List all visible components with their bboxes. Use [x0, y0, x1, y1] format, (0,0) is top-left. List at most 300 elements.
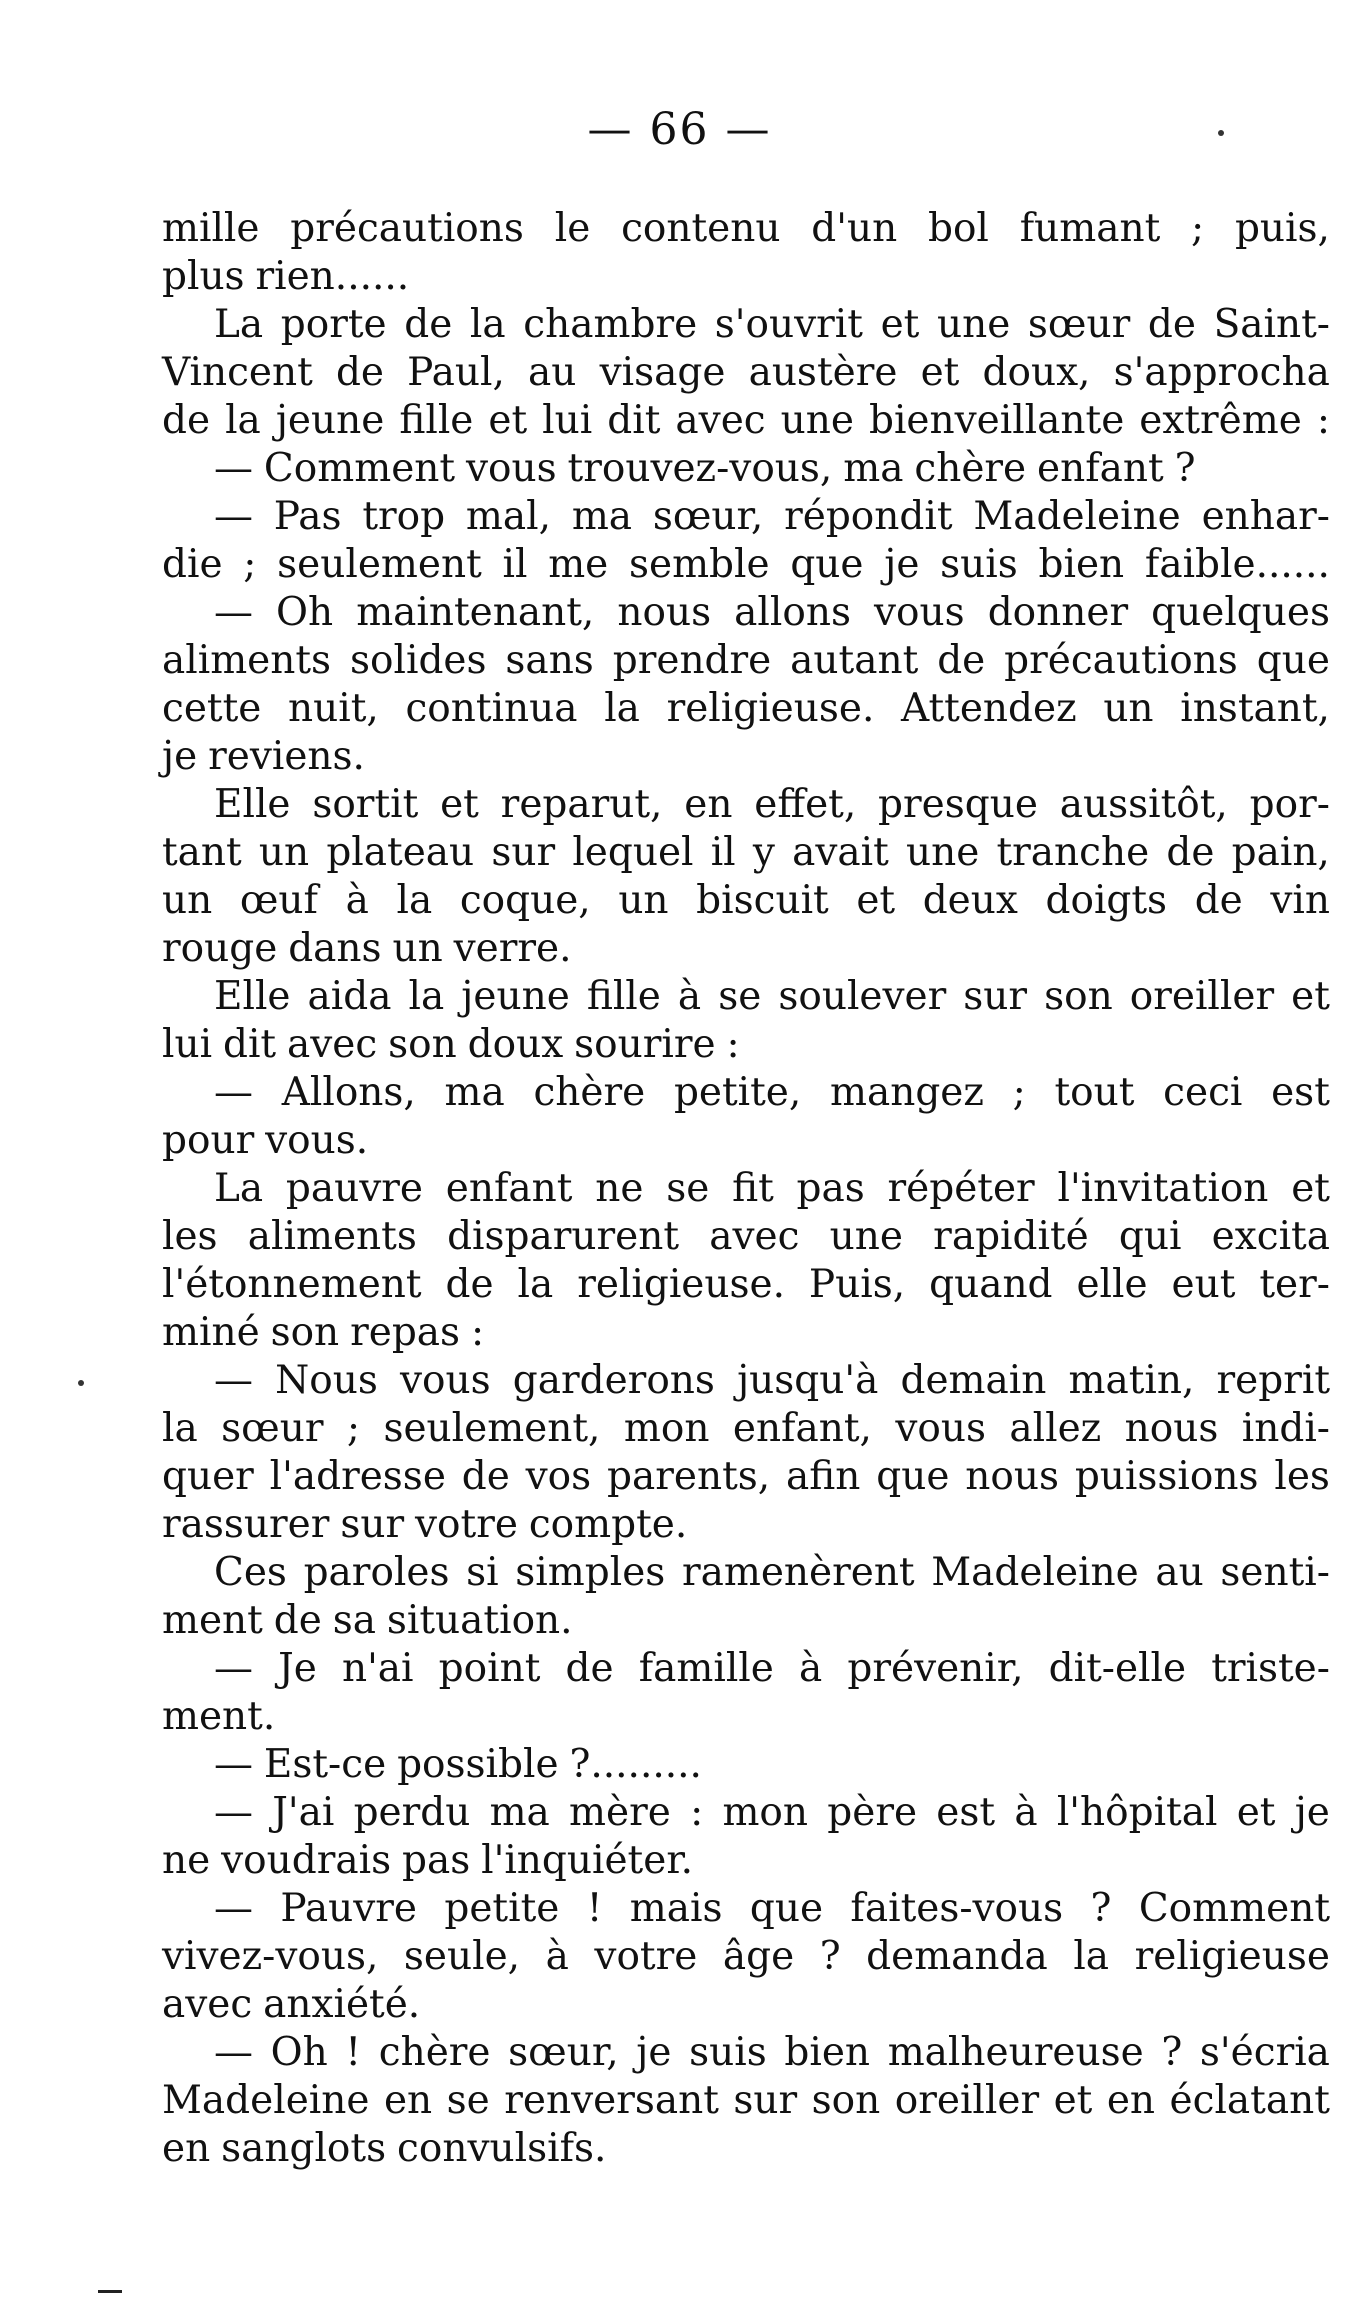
word: en [383, 2078, 433, 2123]
text-line [162, 1309, 1330, 1357]
text-line [162, 1021, 1330, 1069]
word: dans [288, 926, 382, 971]
word: une [780, 398, 854, 443]
word: fille [399, 398, 474, 443]
word: Comment [263, 446, 456, 491]
word: et [1291, 974, 1330, 1019]
word: — [214, 446, 253, 491]
text-line [162, 1405, 1330, 1453]
word: sœur [221, 1406, 324, 1451]
word: Allons, [281, 1070, 416, 1115]
word: ! [586, 1886, 603, 1931]
text-line [162, 1453, 1330, 1501]
word: oreiller [894, 2078, 1040, 2123]
text-line [162, 1741, 1330, 1789]
word: de [1147, 302, 1196, 347]
word: : [726, 1022, 740, 1067]
word: trop [362, 494, 446, 539]
word: Je [278, 1646, 317, 1691]
word: : [1316, 398, 1330, 443]
text-line [162, 637, 1330, 685]
word: nuit, [288, 686, 379, 731]
word: Elle [214, 974, 291, 1019]
word: faible...... [1144, 542, 1330, 587]
word: la [517, 1262, 554, 1307]
text-line [162, 541, 1330, 589]
word: Elle [214, 782, 291, 827]
word: coque, [459, 878, 591, 923]
word: simples [515, 1550, 666, 1595]
word: un [258, 830, 310, 875]
word: extrême [1139, 398, 1302, 443]
word: lequel [572, 830, 694, 875]
word: ne [595, 1166, 644, 1211]
word: s'ouvrit [714, 302, 863, 347]
text-line [162, 397, 1330, 445]
word: est [936, 1790, 996, 1835]
word: rouge [162, 926, 278, 971]
word: à [345, 878, 369, 923]
word: son [388, 1022, 457, 1067]
word: de [162, 398, 211, 443]
word: Attendez [901, 686, 1077, 731]
word: de [1166, 830, 1215, 875]
word: elle [1076, 1262, 1148, 1307]
text-line [162, 1837, 1330, 1885]
word: Oh [276, 590, 334, 635]
word: autant [790, 638, 919, 683]
word: et [920, 350, 960, 395]
word: ceci [1163, 1070, 1243, 1115]
text-line [162, 589, 1330, 637]
word: quelques [1151, 590, 1330, 635]
word: Comment [1138, 1886, 1330, 1931]
word: trouvez-vous, [567, 446, 833, 491]
word: et [880, 302, 920, 347]
word: enfant [1037, 446, 1164, 491]
word: à [677, 974, 702, 1019]
word: sans [505, 638, 594, 683]
word: paroles [303, 1550, 450, 1595]
word: aussitôt, [1059, 782, 1228, 827]
body-text [162, 205, 1330, 2173]
text-line [162, 1981, 1330, 2029]
word: en [162, 2126, 211, 2171]
word: une [936, 302, 1011, 347]
word: convulsifs. [397, 2126, 607, 2171]
word: austère [748, 350, 898, 395]
word: maintenant, [356, 590, 595, 635]
text-line [162, 1789, 1330, 1837]
word: indi- [1241, 1406, 1330, 1451]
text-line [162, 2029, 1330, 2077]
word: Madeleine [931, 1550, 1139, 1595]
word: sanglots [221, 2126, 387, 2171]
word: vous [895, 1406, 986, 1451]
word: nous [965, 1454, 1059, 1499]
word: que [790, 542, 864, 587]
word: chère [533, 1070, 646, 1115]
word: ma [571, 494, 633, 539]
word: ! [345, 2030, 362, 2075]
word: ; [1012, 1070, 1026, 1115]
word: ma [489, 1790, 550, 1835]
word: pour [162, 1118, 255, 1163]
word: rien...... [255, 254, 410, 299]
word: est [1271, 1070, 1330, 1115]
word: effet, [754, 782, 857, 827]
word: : [470, 1310, 485, 1355]
word: reparut, [500, 782, 663, 827]
text-line [162, 301, 1330, 349]
word: famille [638, 1646, 774, 1691]
word: vous. [265, 1118, 369, 1163]
word: tout [1054, 1070, 1135, 1115]
word: allons [734, 590, 851, 635]
word: de [335, 350, 384, 395]
word: se [666, 1166, 710, 1211]
word: je [884, 542, 920, 587]
word: triste- [1211, 1646, 1330, 1691]
word: de [445, 1262, 494, 1307]
word: de [565, 1646, 614, 1691]
word: Puis, [808, 1262, 906, 1307]
word: un [618, 878, 669, 923]
word: pas [402, 1838, 471, 1883]
word: demain [900, 1358, 1047, 1403]
word: sourire [574, 1022, 716, 1067]
margin-speck [1218, 130, 1224, 136]
word: aliments [247, 1214, 417, 1259]
word: — [214, 590, 253, 635]
word: sur [963, 974, 1028, 1019]
word: il [710, 830, 736, 875]
word: je [1294, 1790, 1330, 1835]
word: une [829, 1214, 903, 1259]
word: je [636, 2030, 672, 2075]
word: avec [709, 1214, 800, 1259]
word: nous [617, 590, 712, 635]
word: quand [929, 1262, 1053, 1307]
word: en [1106, 2078, 1156, 2123]
word: faites-vous [850, 1886, 1064, 1931]
word: sœur, [652, 494, 764, 539]
word: renversant [504, 2078, 719, 2123]
word: ? [1090, 1886, 1112, 1931]
text-line [162, 253, 1330, 301]
word: demanda [866, 1934, 1048, 1979]
word: vin [1270, 878, 1330, 923]
word: compte. [528, 1502, 688, 1547]
word: un [162, 878, 213, 923]
word: œuf [239, 878, 318, 923]
word: ? [1174, 446, 1196, 491]
word: son [811, 2078, 881, 2123]
word: mais [629, 1886, 723, 1931]
word: chambre [523, 302, 698, 347]
word: à [1014, 1790, 1038, 1835]
word: verre. [453, 926, 572, 971]
word: de [1194, 878, 1243, 923]
word: enhar- [1201, 494, 1330, 539]
word: votre [594, 1934, 698, 1979]
word: les [162, 1214, 218, 1259]
word: La [214, 302, 264, 347]
word: à [798, 1646, 823, 1691]
word: — [214, 2030, 253, 2075]
word: ; [346, 1406, 361, 1451]
word: Madeleine [162, 2078, 370, 2123]
word: la [162, 1406, 198, 1451]
word: se [446, 2078, 490, 2123]
word: — [214, 494, 253, 539]
word: religieuse. [577, 1262, 785, 1307]
word: excita [1211, 1214, 1330, 1259]
word: mangez [829, 1070, 984, 1115]
word: pas [796, 1166, 865, 1211]
word: jeune [275, 398, 385, 443]
word: le [554, 206, 591, 251]
word: reviens. [208, 734, 365, 779]
word: bienveillante [868, 398, 1125, 443]
word: Nous [275, 1358, 378, 1403]
word: presque [878, 782, 1038, 827]
word: voudrais [221, 1838, 392, 1883]
word: au [528, 350, 577, 395]
word: son [1044, 974, 1113, 1019]
text-line [162, 1549, 1330, 1597]
word: dit [607, 398, 661, 443]
word: votre [415, 1502, 518, 1547]
text-line [162, 2125, 1330, 2173]
word: l'adresse [269, 1454, 446, 1499]
word: tant [162, 830, 242, 875]
word: deux [922, 878, 1018, 923]
word: enfant [445, 1166, 573, 1211]
word: répondit [784, 494, 953, 539]
word: por- [1249, 782, 1330, 827]
word: seulement [277, 542, 482, 587]
text-line [162, 1213, 1330, 1261]
word: seule, [403, 1934, 521, 1979]
word: d'un [811, 206, 898, 251]
word: malheureuse [887, 2030, 1144, 2075]
word: Paul, [407, 350, 505, 395]
word: situation. [386, 1598, 573, 1643]
word: ma [444, 1070, 505, 1115]
word: — [214, 1886, 253, 1931]
word: et [440, 782, 479, 827]
word: visage [599, 350, 726, 395]
word: pauvre [285, 1166, 424, 1211]
text-line [162, 1501, 1330, 1549]
word: petite [444, 1886, 560, 1931]
word: point [438, 1646, 541, 1691]
word: puis, [1234, 206, 1330, 251]
word: et [1236, 1790, 1276, 1835]
word: ment. [162, 1694, 276, 1739]
word: Oh [270, 2030, 328, 2075]
word: sur [340, 1502, 405, 1547]
word: un [392, 926, 443, 971]
word: jeune [461, 974, 570, 1019]
word: l'invitation [1057, 1166, 1269, 1211]
word: mal, [465, 494, 552, 539]
word: prévenir, [847, 1646, 1024, 1691]
word: un [1103, 686, 1154, 731]
word: senti- [1220, 1550, 1330, 1595]
word: sur [491, 830, 556, 875]
footer-dash [98, 2290, 122, 2293]
text-line [162, 205, 1330, 253]
word: La [214, 1166, 264, 1211]
word: J'ai [272, 1790, 335, 1835]
word: dit [222, 1022, 277, 1067]
word: ? [819, 1934, 841, 1979]
word: reprit [1216, 1358, 1330, 1403]
word: avec [287, 1022, 378, 1067]
word: que [876, 1454, 950, 1499]
word: solides [350, 638, 487, 683]
word: pain, [1231, 830, 1330, 875]
text-line [162, 781, 1330, 829]
word: il [502, 542, 528, 587]
word: la [469, 302, 506, 347]
word: et [856, 878, 896, 923]
word: vivez-vous, [162, 1934, 379, 1979]
word: — [214, 1358, 253, 1403]
word: père [827, 1790, 918, 1835]
word: — [214, 1646, 253, 1691]
word: vous [874, 590, 965, 635]
word: tranche [996, 830, 1150, 875]
text-line [162, 1693, 1330, 1741]
word: Madeleine [973, 494, 1181, 539]
word: petite, [673, 1070, 802, 1115]
word: bol [927, 206, 989, 251]
word: répéter [887, 1166, 1035, 1211]
word: rapidité [933, 1214, 1089, 1259]
word: dit-elle [1048, 1646, 1187, 1691]
word: ? [1161, 2030, 1183, 2075]
word: plateau [326, 830, 475, 875]
word: fumant [1019, 206, 1161, 251]
word: aliments [162, 638, 332, 683]
word: mille [162, 206, 260, 251]
word: die [162, 542, 223, 587]
word: sœur, [508, 2030, 619, 2075]
word: mon [623, 1406, 710, 1451]
word: rassurer [162, 1502, 330, 1547]
word: eut [1171, 1262, 1236, 1307]
text-line [162, 1357, 1330, 1405]
text-line [162, 1261, 1330, 1309]
word: doux [467, 1022, 564, 1067]
word: — [214, 1742, 253, 1787]
word: de [404, 302, 453, 347]
word: prendre [612, 638, 772, 683]
word: vous [400, 1358, 491, 1403]
word: avait [792, 830, 889, 875]
word: et [1053, 2078, 1093, 2123]
word: de [461, 1454, 510, 1499]
word: la [225, 398, 261, 443]
word: vos [525, 1454, 592, 1499]
word: qui [1118, 1214, 1182, 1259]
word: allez [1009, 1406, 1102, 1451]
word: que [1256, 638, 1330, 683]
text-line [162, 925, 1330, 973]
word: ramenèrent [681, 1550, 915, 1595]
text-line [162, 877, 1330, 925]
text-line [162, 1069, 1330, 1117]
word: fit [732, 1166, 774, 1211]
text-line [162, 685, 1330, 733]
word: biscuit [696, 878, 829, 923]
word: la [1073, 1934, 1110, 1979]
word: l'hôpital [1056, 1790, 1218, 1835]
word: si [466, 1550, 499, 1595]
word: — [214, 1790, 253, 1835]
word: la [396, 878, 433, 923]
word: l'inquiéter. [481, 1838, 694, 1883]
word: me [548, 542, 609, 587]
word: puissions [1074, 1454, 1259, 1499]
word: : [690, 1790, 704, 1835]
word: donner [987, 590, 1129, 635]
text-line [162, 493, 1330, 541]
text-line [162, 2077, 1330, 2125]
word: enfant, [732, 1406, 872, 1451]
word: seulement, [383, 1406, 601, 1451]
word: porte [280, 302, 387, 347]
word: continua [405, 686, 578, 731]
word: religieuse. [666, 686, 875, 731]
text-line [162, 1885, 1330, 1933]
word: je [162, 734, 198, 779]
word: Pauvre [280, 1886, 417, 1931]
word: éclatant [1169, 2078, 1330, 2123]
page-number: — 66 — [587, 104, 772, 155]
text-line [162, 1645, 1330, 1693]
word: avec [162, 1982, 253, 2027]
word: vous [465, 446, 557, 491]
word: au [1155, 1550, 1204, 1595]
word: instant, [1180, 686, 1330, 731]
word: aida [307, 974, 392, 1019]
word: l'étonnement [162, 1262, 422, 1307]
word: ter- [1259, 1262, 1330, 1307]
word: mon [722, 1790, 809, 1835]
word: doigts [1045, 878, 1168, 923]
word: s'approcha [1113, 350, 1330, 395]
word: nous [1124, 1406, 1219, 1451]
word: ment [162, 1598, 263, 1643]
text-line [162, 1597, 1330, 1645]
word: lui [162, 1022, 213, 1067]
word: possible [397, 1742, 559, 1787]
word: son [270, 1310, 340, 1355]
word: se [718, 974, 762, 1019]
word: une [905, 830, 980, 875]
word: Vincent [162, 350, 313, 395]
word: n'ai [341, 1646, 414, 1691]
word: ma [843, 446, 904, 491]
word: la [604, 686, 640, 731]
word: suis [940, 542, 1018, 587]
word: semble [628, 542, 770, 587]
word: sur [733, 2078, 798, 2123]
